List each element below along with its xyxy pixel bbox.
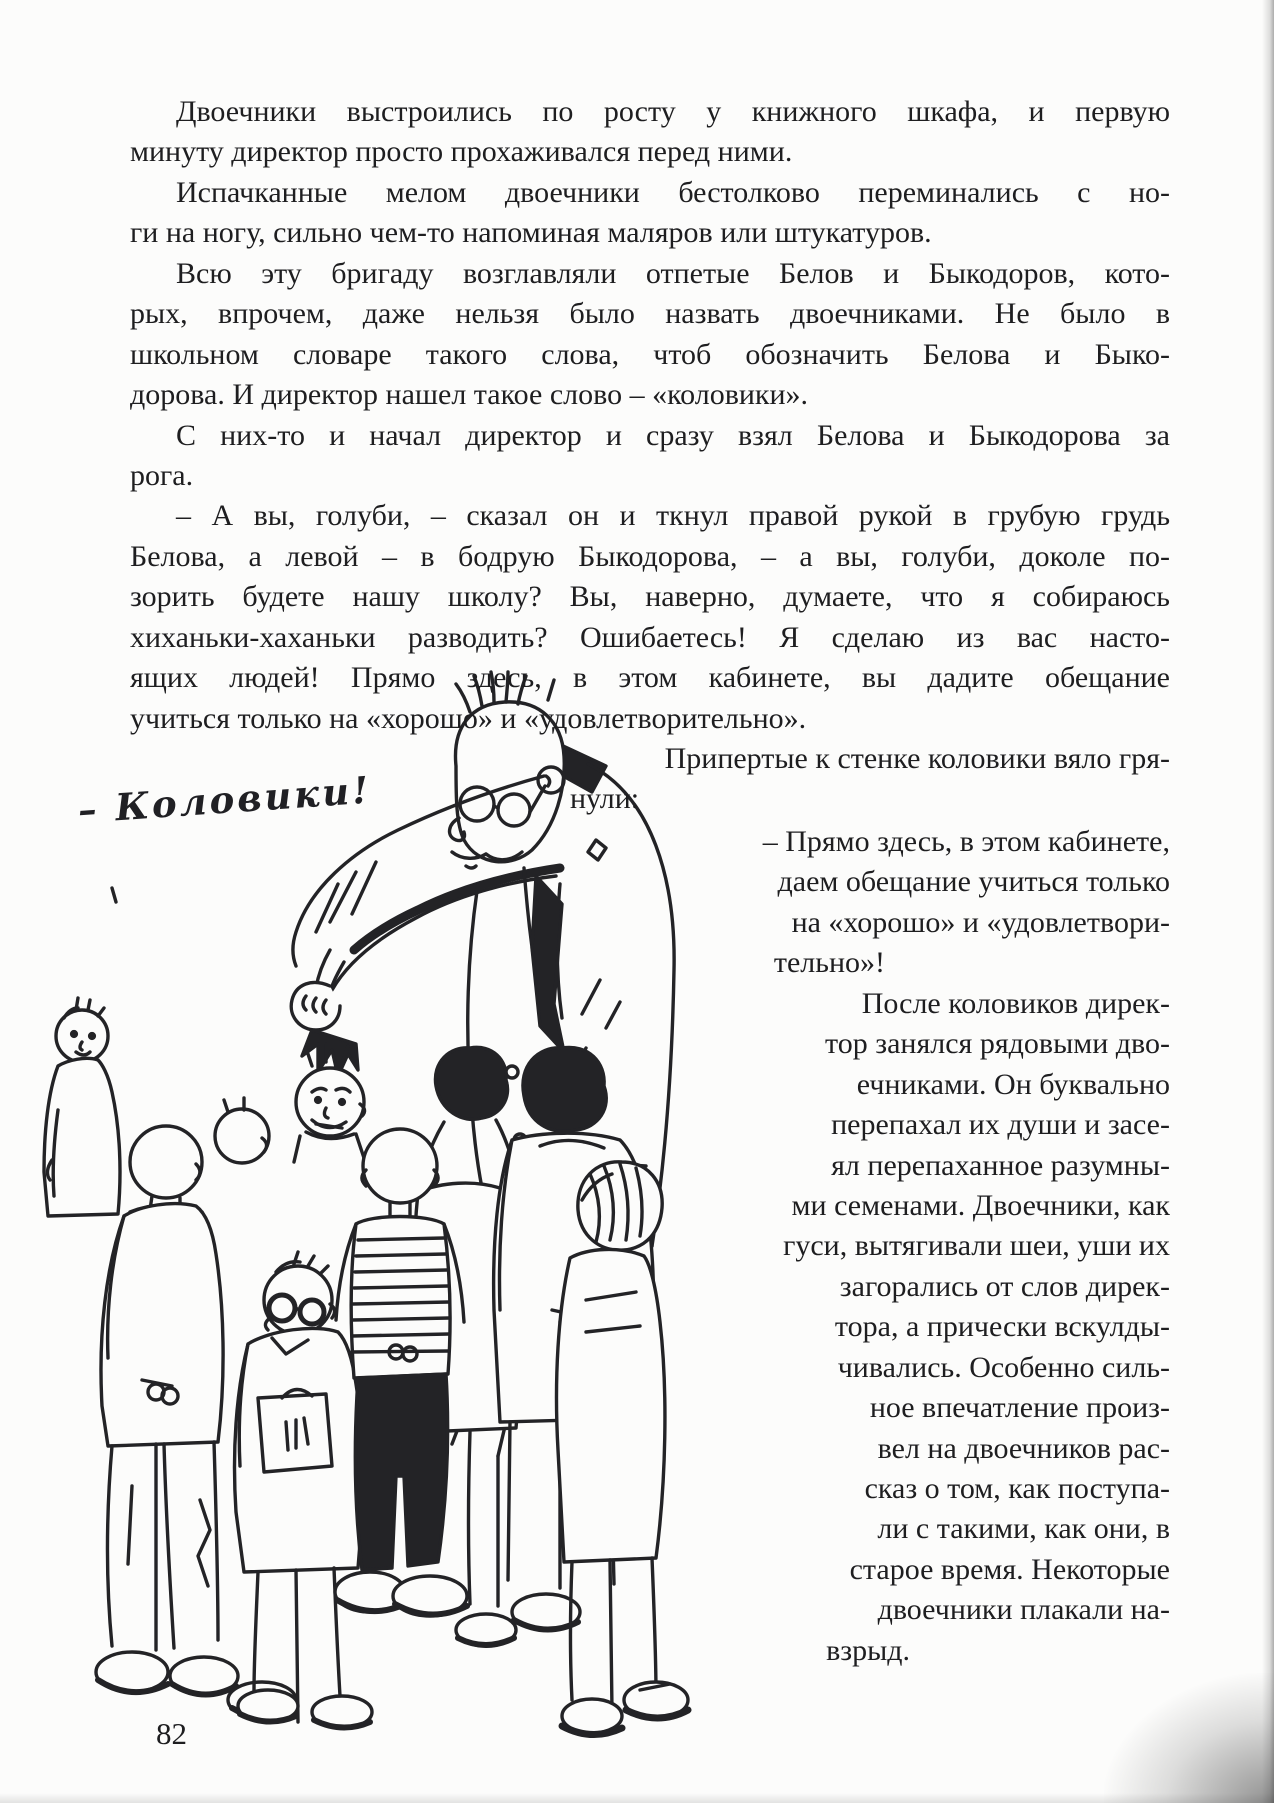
text-line: тора, а прически вскулды- [834, 1310, 1170, 1344]
text-line: Белова, а левой – в бодрую Быкодорова, – а вы, голуби, доколе по- [130, 539, 1170, 573]
text-line: тельно»! [773, 946, 885, 980]
text-line: на «хорошо» и «удовлетвори- [791, 905, 1170, 939]
text-line: старое время. Некоторые [849, 1552, 1170, 1586]
text-line: школьном словаре такого слова, чтоб обозначить Белова и Быко- [130, 337, 1170, 371]
text-line: рога. [130, 458, 194, 492]
text-line: дорова. И директор нашел такое слово – «коловики». [130, 378, 809, 412]
page-corner-curl [1104, 1673, 1274, 1803]
text-line: хиханьки-хаханьки разводить? Ошибаетесь! Я сделаю из вас насто- [130, 620, 1170, 654]
text-line: ящих людей! Прямо здесь, в этом кабинете, вы дадите обещание [130, 661, 1170, 695]
text-line: После коловиков дирек- [861, 986, 1170, 1020]
text-line: чивались. Особенно силь- [837, 1350, 1170, 1384]
text-line: зорить будете нашу школу? Вы, наверно, думаете, что я собираюсь [130, 580, 1170, 614]
text-line: Двоечники выстроились по росту у книжного шкафа, и первую [176, 95, 1170, 128]
text-line: ное впечатление произ- [869, 1391, 1170, 1425]
text-line: ли с такими, как они, в [877, 1512, 1170, 1546]
text-line: ми семенами. Двоечники, как [791, 1188, 1170, 1222]
text-line: минуту директор просто прохаживался перед ними. [130, 135, 793, 169]
text-line: двоечники плакали на- [877, 1593, 1170, 1627]
text-line: ечниками. Он буквально [856, 1067, 1170, 1101]
text-line: С них-то и начал директор и сразу взял Белова и Быкодорова за [176, 418, 1170, 452]
page-number: 82 [156, 1716, 187, 1751]
text-line: нули: [570, 782, 640, 816]
text-line: рых, впрочем, даже нельзя было назвать двоечниками. Не было в [130, 297, 1170, 331]
text-line: ял перепаханное разумны- [831, 1148, 1170, 1182]
text-line: тор занялся рядовыми дво- [825, 1027, 1170, 1061]
handwritten-annotation: – Коловики! [76, 767, 373, 832]
scan-edge-shadow [1262, 0, 1274, 1803]
text-line: – А вы, голуби, – сказал он и ткнул правой рукой в грубую грудь [176, 499, 1170, 533]
main-text-block [130, 92, 1170, 820]
text-line: перепахал их души и засе- [831, 1108, 1170, 1142]
text-line: гуси, вытягивали шеи, уши их [783, 1229, 1170, 1263]
text-line: вел на двоечников рас- [877, 1431, 1170, 1465]
text-line: Припертые к стенке коловики вяло гря- [664, 742, 1170, 775]
text-line: даем обещание учиться только [777, 865, 1170, 899]
text-line: Испачканные мелом двоечники бестолково переминались с но- [176, 175, 1170, 209]
text-line: взрыд. [826, 1633, 910, 1667]
text-line: учиться только на «хорошо» и «удовлетворительно». [130, 701, 807, 735]
text-line: ги на ногу, сильно чем-то напоминая маляров или штукатуров. [130, 216, 932, 250]
text-line: – Прямо здесь, в этом кабинете, [762, 825, 1170, 858]
text-line: загорались от слов дирек- [839, 1269, 1170, 1303]
text-line: Всю эту бригаду возглавляли отпетые Белов и Быкодоров, кото- [176, 256, 1170, 290]
text-line: сказ о том, как поступа- [864, 1472, 1170, 1505]
scan-bottom-shadow [0, 1793, 1274, 1803]
wrapped-text-column [640, 822, 1170, 1671]
